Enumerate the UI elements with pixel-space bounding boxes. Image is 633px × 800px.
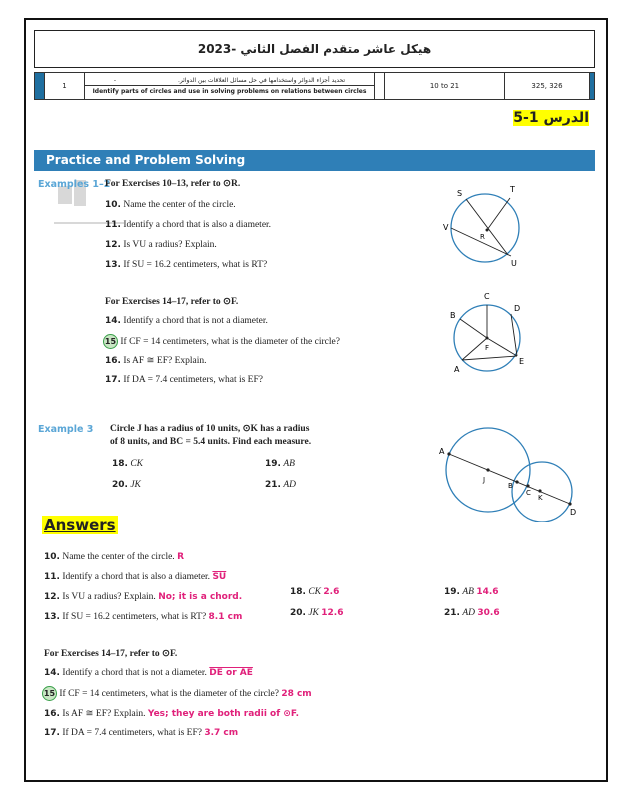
row-number: 1: [45, 73, 85, 99]
answer-value: 8.1 cm: [208, 612, 243, 622]
answer-value: R: [177, 552, 184, 562]
answer-item: 16. Is AF ≅ EF? Explain. Yes; they are both radii of ⊙F.: [44, 709, 300, 719]
answer-item: 14. Identify a chord that is not a diameter. DE or AE: [44, 668, 253, 678]
answer-item: 21. AD 30.6: [444, 608, 500, 618]
circled-number: 15: [42, 686, 57, 701]
answer-value: Yes; they are both radii of ⊙F.: [147, 709, 300, 719]
answer-value: $\overline{SU}$: [212, 572, 227, 582]
section-banner: Practice and Problem Solving: [34, 150, 595, 171]
table-stripe: [35, 73, 45, 99]
exercise-item: 13. If SU = 16.2 centimeters, what is RT?: [105, 260, 268, 270]
section1-heading: For Exercises 10–13, refer to ⊙R.: [105, 179, 241, 189]
row-desc-en: Identify parts of circles and use in solving problems on relations between circles: [92, 88, 367, 95]
answer-item: 10. Name the center of the circle. R: [44, 552, 184, 562]
exercise-item: 17. If DA = 7.4 centimeters, what is EF?: [105, 375, 263, 385]
answer-item: 11. Identify a chord that is also a diameter. $\overline{SU}$: [44, 572, 227, 582]
circled-number: 15: [103, 334, 118, 349]
answer-value: DE or AE: [209, 668, 253, 678]
point-label: T: [510, 185, 515, 194]
exercise-item: 15 If CF = 14 centimeters, what is the diameter of the circle?: [103, 334, 340, 349]
answer-item: 12. Is VU a radius? Explain. No; it is a chord.: [44, 592, 243, 602]
point-label: E: [519, 357, 525, 366]
point-label: C: [484, 292, 490, 301]
point-label: R: [480, 233, 485, 241]
point-label: D: [570, 508, 577, 517]
section2-heading: For Exercises 14–17, refer to ⊙F.: [105, 297, 239, 307]
answer-item: 18. CK 2.6: [290, 587, 340, 597]
answers-heading: Answers: [44, 516, 116, 534]
point-label: S: [457, 189, 463, 198]
answer-value: 2.6: [323, 587, 340, 597]
circles-jk-diagram: [432, 422, 582, 522]
example3-label: Example 3: [38, 424, 94, 435]
row-desc-ar: تحديد أجزاء الدوائر واستخدامها في حل مسائل العلاقات بين الدوائر. -: [85, 77, 374, 86]
answer-value: 12.6: [321, 608, 344, 618]
answers-section2-heading: For Exercises 14–17, refer to ⊙F.: [44, 649, 178, 659]
exercise-item: 16. Is AF ≅ EF? Explain.: [105, 356, 207, 366]
exercise-item: 19. AB: [265, 459, 295, 469]
exercise-item: 12. Is VU a radius? Explain.: [105, 240, 217, 250]
info-table: [34, 72, 595, 100]
point-label: A: [439, 447, 445, 456]
answer-value: 14.6: [476, 587, 499, 597]
page-title: هيكل عاشر متقدم الفصل الثاني -2023: [34, 30, 595, 68]
table-spacer: [375, 73, 385, 99]
point-label: B: [508, 482, 513, 490]
exercise-item: 18. CK: [112, 459, 144, 469]
exercise-item: 11. Identify a chord that is also a diameter.: [105, 220, 272, 230]
point-label: F: [485, 344, 490, 352]
answer-value: 30.6: [477, 608, 500, 618]
point-label: U: [511, 259, 517, 268]
answer-value: 28 cm: [281, 689, 312, 699]
point-label: J: [483, 476, 486, 484]
point-label: B: [450, 311, 456, 320]
answer-item: 17. If DA = 7.4 centimeters, what is EF? 3.7 cm: [44, 728, 239, 738]
examples-label: Examples 1–2: [38, 179, 111, 190]
point-label: D: [514, 304, 521, 313]
lesson-label: الدرس 1-5: [513, 110, 589, 126]
section3-line2: of 8 units, and BC = 5.4 units. Find each measure.: [110, 437, 312, 447]
exercise-item: 10. Name the center of the circle.: [105, 200, 236, 210]
circle-r-diagram: [440, 180, 530, 270]
circle-f-diagram: [445, 288, 535, 378]
point-label: A: [454, 365, 460, 374]
answer-item: 15 If CF = 14 centimeters, what is the diameter of the circle? 28 cm: [42, 686, 312, 701]
table-stripe-right: [590, 73, 594, 99]
answer-item: 20. JK 12.6: [290, 608, 344, 618]
exercise-item: 20. JK: [112, 480, 141, 490]
row-description: [85, 73, 375, 99]
point-label: V: [443, 223, 449, 232]
point-label: K: [538, 494, 543, 502]
point-label: C: [526, 489, 531, 497]
row-exercises: 10 to 21: [385, 73, 505, 99]
section3-line1: Circle J has a radius of 10 units, ⊙K has a radius: [110, 424, 310, 434]
exercise-item: 14. Identify a chord that is not a diameter.: [105, 316, 268, 326]
answer-value: No; it is a chord.: [158, 592, 243, 602]
row-pages: 325, 326: [505, 73, 590, 99]
answer-value: 3.7 cm: [204, 728, 239, 738]
exercise-item: 21. AD: [265, 480, 296, 490]
answer-item: 19. AB 14.6: [444, 587, 499, 597]
answer-item: 13. If SU = 16.2 centimeters, what is RT? 8.1 cm: [44, 612, 243, 622]
